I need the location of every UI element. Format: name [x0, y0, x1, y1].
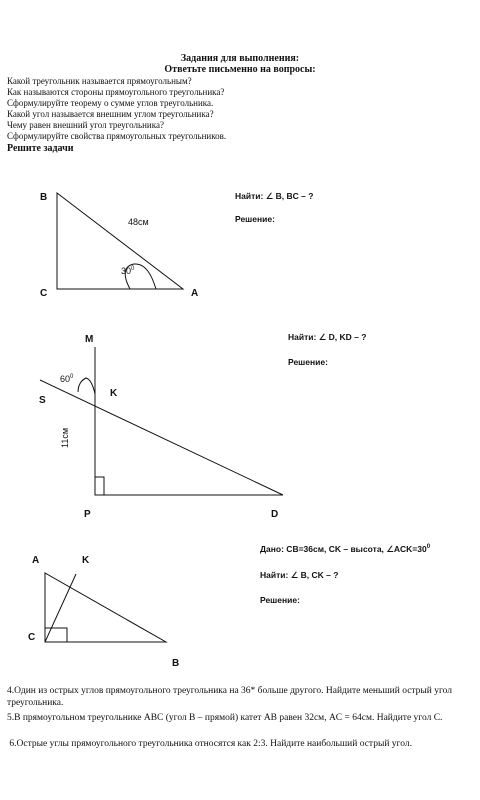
task1-angle-value: 30: [121, 266, 132, 276]
task3-solution: Решение:: [260, 595, 300, 605]
task2-vertex-m: M: [85, 334, 94, 345]
task2-find: Найти: ∠ D, KD – ?: [288, 332, 367, 342]
task2-vertex-d: D: [271, 509, 279, 520]
task3-altitude-ck: [45, 574, 76, 642]
task1-angle-label: [121, 266, 134, 276]
problem-5: 5.В прямоугольном треугольнике ABC (угол B – прямой) катет AB равен 32см, AC = 64см. Найдите угол C.: [7, 713, 443, 723]
task3-vertex-c: C: [28, 632, 36, 643]
task3-triangle-outline: [45, 573, 166, 642]
task1-find: Найти: ∠ B, BC – ?: [235, 191, 314, 201]
task1-solution: Решение:: [235, 214, 275, 224]
task3-vertex-k: K: [82, 555, 90, 566]
task3-vertex-a: A: [32, 555, 40, 566]
task2-vertex-s: S: [39, 395, 46, 406]
task1-vertex-b: B: [40, 192, 48, 203]
header-title: Задания для выполнения:: [180, 53, 300, 64]
task2-figure: [40, 347, 283, 495]
task2-angle-arc: [78, 378, 95, 394]
problem-6: 6.Острые углы прямоугольного треугольника относятся как 2:3. Найдите наибольший острый угол.: [7, 739, 412, 749]
task2-solution: Решение:: [288, 357, 328, 367]
task3-vertex-b: B: [172, 658, 180, 669]
task1-vertex-a: A: [191, 288, 199, 299]
task2-line-sd: [40, 380, 283, 495]
question-1: Какой треугольник называется прямоугольным?: [7, 76, 192, 86]
task1-vertex-c: C: [40, 288, 48, 299]
task1-triangle: [57, 193, 183, 289]
solve-heading: Решите задачи: [7, 143, 74, 154]
task3-given-degree: 0: [426, 544, 431, 551]
task3-given-text: Дано: CB=36см, CK – высота, ∠ACK=30: [260, 544, 427, 554]
task2-angle-degree: 0: [70, 374, 74, 380]
question-6: Сформулируйте свойства прямоугольных треугольников.: [7, 131, 227, 141]
question-5: Чему равен внешний угол треугольника?: [7, 120, 164, 130]
task1-side-label: 48см: [128, 217, 149, 227]
question-3: Сформулируйте теорему о сумме углов треугольника.: [7, 98, 214, 108]
header-subtitle: Ответьте письменно на вопросы:: [164, 64, 316, 75]
task2-angle-label: [60, 374, 73, 384]
task3-triangle: [45, 573, 166, 642]
task2-vertex-p: P: [84, 509, 91, 520]
task2-vertex-k: K: [110, 388, 118, 399]
task1-angle-degree: 0: [131, 266, 135, 272]
task1-triangle-outline: [57, 193, 183, 289]
task2-angle-value: 60: [60, 374, 71, 384]
question-2: Как называются стороны прямоугольного треугольника?: [7, 87, 225, 97]
task2-side-label: 11см: [60, 427, 70, 448]
problem-4: 4.Один из острых углов прямоугольного треугольника на 36* больше другого. Найдите меньший острый угол треугольника.: [7, 686, 453, 708]
task3-find: Найти: ∠ B, CK – ?: [260, 570, 339, 580]
task2-right-angle-mark: [95, 477, 104, 495]
task3-given: [260, 544, 430, 555]
question-4: Какой угол называется внешним углом треугольника?: [7, 109, 214, 119]
